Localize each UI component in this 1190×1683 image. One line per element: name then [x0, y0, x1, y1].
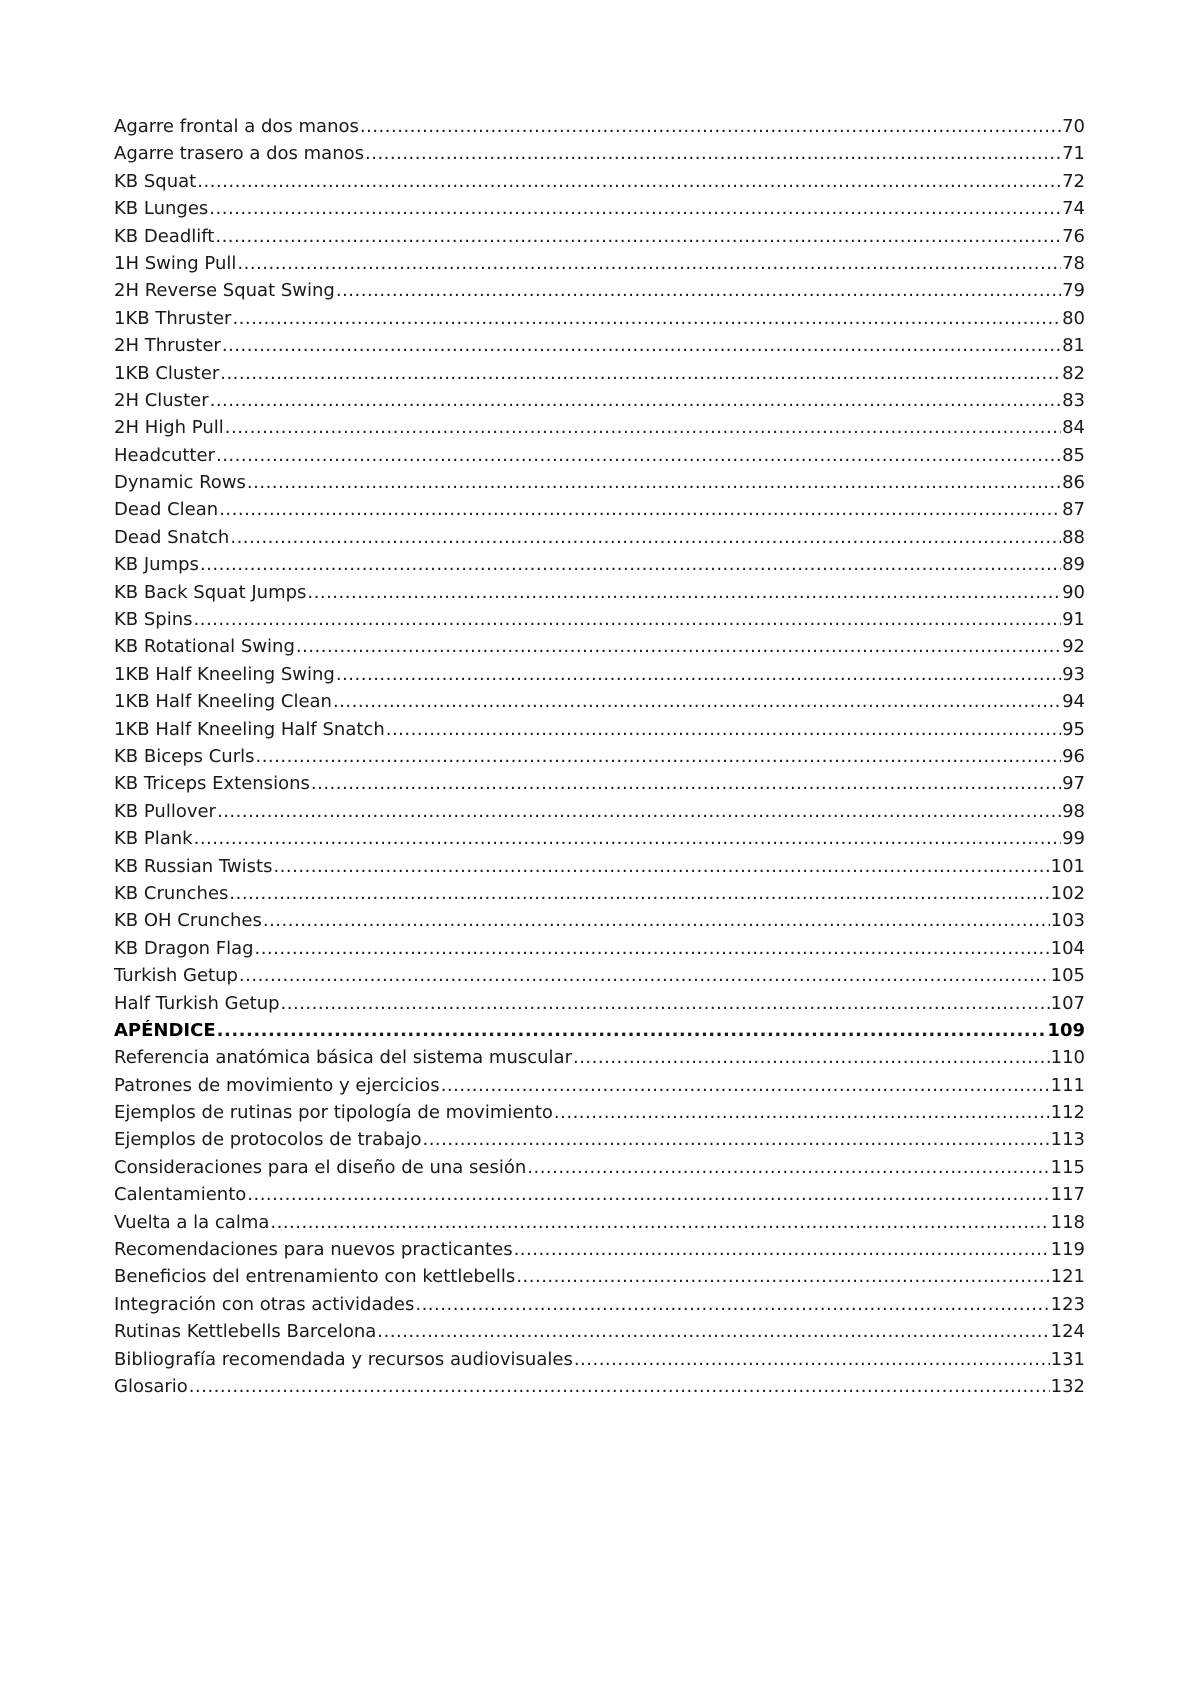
toc-dot-leader — [415, 1294, 1049, 1315]
toc-entry-title: KB OH Crunches — [114, 910, 262, 932]
toc-entry-title: Bibliografía recomendada y recursos audiovisuales — [114, 1348, 573, 1370]
toc-page-number: 102 — [1050, 882, 1085, 904]
toc-page-number: 82 — [1062, 362, 1085, 384]
toc-entry-title: Glosario — [114, 1375, 188, 1397]
toc-entry — [114, 664, 1085, 691]
toc-entry — [114, 226, 1085, 253]
toc-dot-leader — [574, 1349, 1050, 1370]
toc-entry-title: KB Squat — [114, 170, 197, 192]
toc-entry-title: Consideraciones para el diseño de una sesión — [114, 1156, 527, 1178]
toc-page-number: 107 — [1050, 992, 1085, 1014]
toc-entry-title: Dead Snatch — [114, 526, 230, 548]
toc-page-number: 97 — [1062, 773, 1085, 795]
toc-dot-leader — [333, 691, 1061, 712]
toc-entry — [114, 527, 1085, 554]
toc-entry — [114, 746, 1085, 773]
toc-entry-title: KB Lunges — [114, 198, 209, 220]
toc-entry — [114, 1212, 1085, 1239]
toc-entry — [114, 609, 1085, 636]
toc-entry — [114, 1349, 1085, 1376]
toc-entry-title: Dead Clean — [114, 499, 219, 521]
toc-page-number: 98 — [1062, 800, 1085, 822]
toc-entry — [114, 910, 1085, 937]
toc-page-number: 74 — [1062, 198, 1085, 220]
toc-entry — [114, 308, 1085, 335]
toc-entry — [114, 472, 1085, 499]
toc-entry — [114, 1102, 1085, 1129]
toc-page-number: 85 — [1062, 444, 1085, 466]
toc-page-number: 115 — [1050, 1156, 1085, 1178]
toc-section-heading — [114, 1020, 1085, 1047]
toc-page-number: 99 — [1062, 828, 1085, 850]
toc-page-number: 118 — [1050, 1211, 1085, 1233]
toc-entry — [114, 499, 1085, 526]
toc-entry — [114, 719, 1085, 746]
toc-page-number: 80 — [1062, 307, 1085, 329]
toc-entry — [114, 773, 1085, 800]
toc-page-number: 111 — [1050, 1074, 1085, 1096]
toc-entry-title: KB Crunches — [114, 882, 229, 904]
toc-dot-leader — [296, 636, 1061, 657]
toc-entry-title: Half Turkish Getup — [114, 992, 280, 1014]
toc-page-number: 79 — [1062, 280, 1085, 302]
toc-page-number: 92 — [1062, 636, 1085, 658]
toc-page-number: 105 — [1050, 965, 1085, 987]
toc-page-number: 113 — [1050, 1129, 1085, 1151]
toc-entry-title: KB Plank — [114, 828, 193, 850]
toc-entry — [114, 1294, 1085, 1321]
toc-dot-leader — [222, 335, 1061, 356]
toc-entry-title: 2H High Pull — [114, 417, 224, 439]
toc-entry-title: KB Biceps Curls — [114, 745, 255, 767]
toc-entry-title: 1KB Thruster — [114, 307, 232, 329]
toc-page-number: 86 — [1062, 472, 1085, 494]
toc-entry — [114, 390, 1085, 417]
toc-entry — [114, 828, 1085, 855]
toc-entry-title: KB Deadlift — [114, 225, 215, 247]
toc-dot-leader — [270, 1212, 1049, 1233]
toc-dot-leader — [239, 965, 1050, 986]
toc-dot-leader — [194, 609, 1062, 630]
toc-entry-title: Recomendaciones para nuevos practicantes — [114, 1239, 513, 1261]
toc-page-number: 112 — [1050, 1102, 1085, 1124]
toc-entry-title: KB Spins — [114, 609, 193, 631]
toc-page-number: 84 — [1062, 417, 1085, 439]
toc-entry — [114, 417, 1085, 444]
toc-entry-title: Ejemplos de rutinas por tipología de movimiento — [114, 1102, 553, 1124]
toc-dot-leader — [273, 856, 1049, 877]
toc-entry-title: 2H Reverse Squat Swing — [114, 280, 335, 302]
toc-entry — [114, 554, 1085, 581]
toc-page-number: 121 — [1050, 1266, 1085, 1288]
toc-dot-leader — [255, 938, 1050, 959]
toc-entry-title: Ejemplos de protocolos de trabajo — [114, 1129, 422, 1151]
toc-entry-title: Beneficios del entrenamiento con kettlebells — [114, 1266, 516, 1288]
toc-page-number: 101 — [1050, 855, 1085, 877]
toc-entry — [114, 1266, 1085, 1293]
toc-page-number: 72 — [1062, 170, 1085, 192]
toc-page-number: 124 — [1050, 1321, 1085, 1343]
toc-entry — [114, 143, 1085, 170]
toc-entry — [114, 582, 1085, 609]
toc-dot-leader — [307, 582, 1061, 603]
toc-dot-leader — [441, 1075, 1050, 1096]
toc-page-number: 93 — [1062, 663, 1085, 685]
toc-dot-leader — [247, 1184, 1049, 1205]
toc-entry-title: Rutinas Kettlebells Barcelona — [114, 1321, 377, 1343]
toc-entry-title: KB Dragon Flag — [114, 937, 254, 959]
toc-entry-title: KB Triceps Extensions — [114, 773, 310, 795]
toc-entry-title: 2H Cluster — [114, 389, 209, 411]
toc-dot-leader — [527, 1157, 1049, 1178]
toc-dot-leader — [360, 116, 1061, 137]
toc-dot-leader — [219, 499, 1061, 520]
toc-page-number: 119 — [1050, 1239, 1085, 1261]
toc-entry — [114, 198, 1085, 225]
toc-entry-title: Agarre frontal a dos manos — [114, 116, 359, 137]
toc-dot-leader — [225, 417, 1061, 438]
toc-entry — [114, 116, 1085, 143]
toc-entry — [114, 1129, 1085, 1156]
toc-page-number: 94 — [1062, 691, 1085, 713]
toc-dot-leader — [232, 308, 1061, 329]
toc-entry-title: Vuelta a la calma — [114, 1211, 270, 1233]
toc-entry-title: 1H Swing Pull — [114, 252, 237, 274]
toc-entry — [114, 1376, 1085, 1403]
toc-dot-leader — [516, 1266, 1049, 1287]
toc-dot-leader — [311, 773, 1061, 794]
toc-entry — [114, 253, 1085, 280]
toc-page-number: 117 — [1050, 1184, 1085, 1206]
toc-entry — [114, 883, 1085, 910]
toc-entry-title: Patrones de movimiento y ejercicios — [114, 1074, 440, 1096]
toc-entry-title: 1KB Half Kneeling Half Snatch — [114, 718, 385, 740]
toc-entry — [114, 445, 1085, 472]
toc-page-number: 95 — [1062, 718, 1085, 740]
toc-page-number: 104 — [1050, 937, 1085, 959]
toc-entry-title: Referencia anatómica básica del sistema muscular — [114, 1047, 572, 1069]
toc-entry — [114, 691, 1085, 718]
toc-dot-leader — [200, 554, 1061, 575]
toc-dot-leader — [255, 746, 1061, 767]
toc-entry-title: Headcutter — [114, 444, 215, 466]
toc-entry-title: 1KB Half Kneeling Clean — [114, 691, 332, 713]
toc-entry — [114, 993, 1085, 1020]
toc-entry-title: KB Russian Twists — [114, 855, 273, 877]
toc-dot-leader — [189, 1376, 1050, 1397]
toc-dot-leader — [229, 883, 1049, 904]
toc-dot-leader — [210, 390, 1061, 411]
toc-entry-title: KB Rotational Swing — [114, 636, 295, 658]
toc-page-number: 89 — [1062, 554, 1085, 576]
toc-dot-leader — [247, 472, 1061, 493]
toc-dot-leader — [197, 171, 1061, 192]
toc-page-number: 103 — [1050, 910, 1085, 932]
toc-entry — [114, 801, 1085, 828]
toc-page-number: 76 — [1062, 225, 1085, 247]
toc-entry — [114, 335, 1085, 362]
toc-page-number: 123 — [1050, 1293, 1085, 1315]
toc-dot-leader — [215, 226, 1061, 247]
toc-entry — [114, 1239, 1085, 1266]
toc-dot-leader — [217, 801, 1061, 822]
toc-entry-title: Dynamic Rows — [114, 472, 246, 494]
toc-page-number: 90 — [1062, 581, 1085, 603]
toc-entry-title: 1KB Cluster — [114, 362, 220, 384]
toc-entry-title: Integración con otras actividades — [114, 1293, 415, 1315]
toc-page-number: 88 — [1062, 526, 1085, 548]
toc-entry — [114, 280, 1085, 307]
toc-dot-leader — [263, 910, 1050, 931]
table-of-contents — [114, 116, 1085, 1403]
toc-entry-title: Agarre trasero a dos manos — [114, 143, 364, 165]
toc-page-number: 81 — [1062, 335, 1085, 357]
toc-entry-title: 2H Thruster — [114, 335, 221, 357]
toc-entry — [114, 1075, 1085, 1102]
toc-page-number: 91 — [1062, 609, 1085, 631]
toc-entry — [114, 1047, 1085, 1074]
toc-entry — [114, 171, 1085, 198]
toc-dot-leader — [216, 445, 1061, 466]
toc-entry — [114, 938, 1085, 965]
toc-page-number: 78 — [1062, 252, 1085, 274]
toc-page-number: 110 — [1050, 1047, 1085, 1069]
toc-dot-leader — [514, 1239, 1050, 1260]
toc-dot-leader — [573, 1047, 1050, 1068]
toc-entry-title: 1KB Half Kneeling Swing — [114, 663, 335, 685]
toc-dot-leader — [336, 664, 1061, 685]
toc-page-number: 71 — [1062, 143, 1085, 165]
toc-dot-leader — [220, 363, 1061, 384]
toc-page-number: 132 — [1050, 1375, 1085, 1397]
toc-entry — [114, 856, 1085, 883]
toc-dot-leader — [209, 198, 1061, 219]
toc-dot-leader — [230, 527, 1061, 548]
toc-page-number: 96 — [1062, 745, 1085, 767]
toc-entry — [114, 965, 1085, 992]
toc-entry — [114, 1157, 1085, 1184]
toc-entry-title: KB Pullover — [114, 800, 216, 822]
toc-entry-title: Turkish Getup — [114, 965, 238, 987]
toc-entry — [114, 1321, 1085, 1348]
toc-page-number: 87 — [1062, 499, 1085, 521]
toc-entry-title: APÉNDICE — [114, 1019, 216, 1041]
toc-dot-leader — [194, 828, 1062, 849]
toc-page-number: 131 — [1050, 1348, 1085, 1370]
toc-page-number: 83 — [1062, 389, 1085, 411]
toc-entry — [114, 363, 1085, 390]
toc-entry — [114, 1184, 1085, 1211]
toc-entry-title: KB Jumps — [114, 554, 199, 576]
toc-page-number: 70 — [1062, 116, 1085, 137]
toc-entry-title: KB Back Squat Jumps — [114, 581, 307, 603]
toc-dot-leader — [386, 719, 1061, 740]
toc-entry — [114, 636, 1085, 663]
toc-dot-leader — [281, 993, 1050, 1014]
toc-dot-leader — [336, 280, 1061, 301]
toc-dot-leader — [237, 253, 1061, 274]
toc-dot-leader — [554, 1102, 1050, 1123]
toc-dot-leader — [377, 1321, 1049, 1342]
toc-entry-title: Calentamiento — [114, 1184, 247, 1206]
toc-dot-leader — [217, 1020, 1047, 1041]
toc-dot-leader — [365, 143, 1061, 164]
toc-dot-leader — [422, 1129, 1049, 1150]
toc-page-number: 109 — [1047, 1019, 1085, 1041]
